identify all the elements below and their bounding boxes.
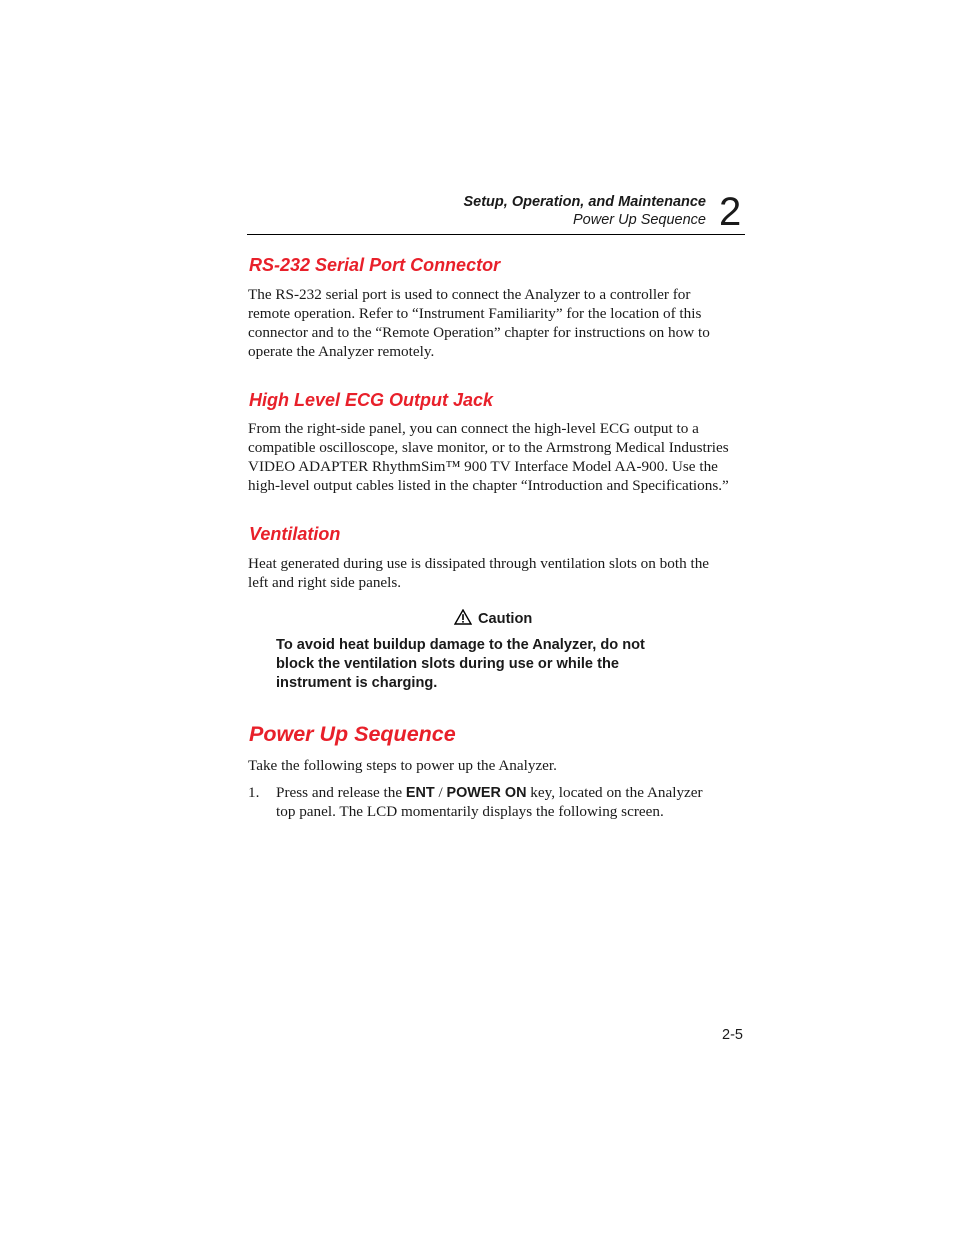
chapter-number: 2 (719, 190, 742, 234)
text-line: remote operation. Refer to “Instrument Familiarity” for the location of this (248, 304, 702, 322)
key-separator: / (434, 784, 447, 801)
heading-rs232: RS-232 Serial Port Connector (249, 255, 501, 275)
caution-heading (454, 608, 532, 630)
text-line: VIDEO ADAPTER RhythmSim™ 900 TV Interface Model AA-900. Use the (248, 457, 718, 475)
text-line: connector and to the “Remote Operation” chapter for instructions on how to (248, 323, 710, 341)
paragraph-ventilation (248, 555, 748, 593)
step-text-after: key, located on the Analyzer (526, 784, 703, 801)
text-line: From the right-side panel, you can connect the high-level ECG output to a (248, 420, 699, 437)
text-line: operate the Analyzer remotely. (248, 342, 435, 360)
text-line: To avoid heat buildup damage to the Analyzer, do not (276, 637, 645, 653)
heading-power-up-sequence: Power Up Sequence (249, 722, 456, 746)
text-line (276, 784, 736, 803)
caution-text (276, 636, 696, 694)
text-line: block the ventilation slots during use or while the (276, 656, 619, 673)
text-line: top panel. The LCD momentarily displays the following screen. (276, 802, 664, 820)
caution-title: Caution (478, 611, 533, 627)
heading-ecg-output: High Level ECG Output Jack (249, 390, 494, 410)
running-header-section-title: Power Up Sequence (573, 212, 706, 228)
ent-key-label: ENT (405, 785, 435, 801)
header-rule (247, 234, 745, 235)
running-header-chapter-title: Setup, Operation, and Maintenance (463, 194, 706, 210)
text-line: left and right side panels. (248, 573, 402, 591)
paragraph-ecg-output (248, 420, 748, 496)
text-line: Heat generated during use is dissipated through ventilation slots on both the (248, 555, 710, 572)
paragraph-rs232 (248, 286, 748, 362)
step-text (276, 784, 736, 822)
step-number: 1. (248, 784, 260, 801)
paragraph-power-up-intro: Take the following steps to power up the Analyzer. (248, 757, 557, 774)
heading-ventilation: Ventilation (249, 524, 341, 544)
text-line: high-level output cables listed in the chapter “Introduction and Specifications.” (248, 476, 729, 494)
text-line: instrument is charging. (276, 675, 438, 692)
text-line: The RS-232 serial port is used to connect the Analyzer to a controller for (248, 286, 691, 303)
power-on-key-label: POWER ON (446, 785, 527, 801)
page-number: 2-5 (722, 1027, 743, 1043)
warning-triangle-icon (454, 609, 472, 629)
text-line: compatible oscilloscope, slave monitor, or to the Armstrong Medical Industries (248, 438, 729, 456)
step-text-before: Press and release the (276, 784, 406, 801)
